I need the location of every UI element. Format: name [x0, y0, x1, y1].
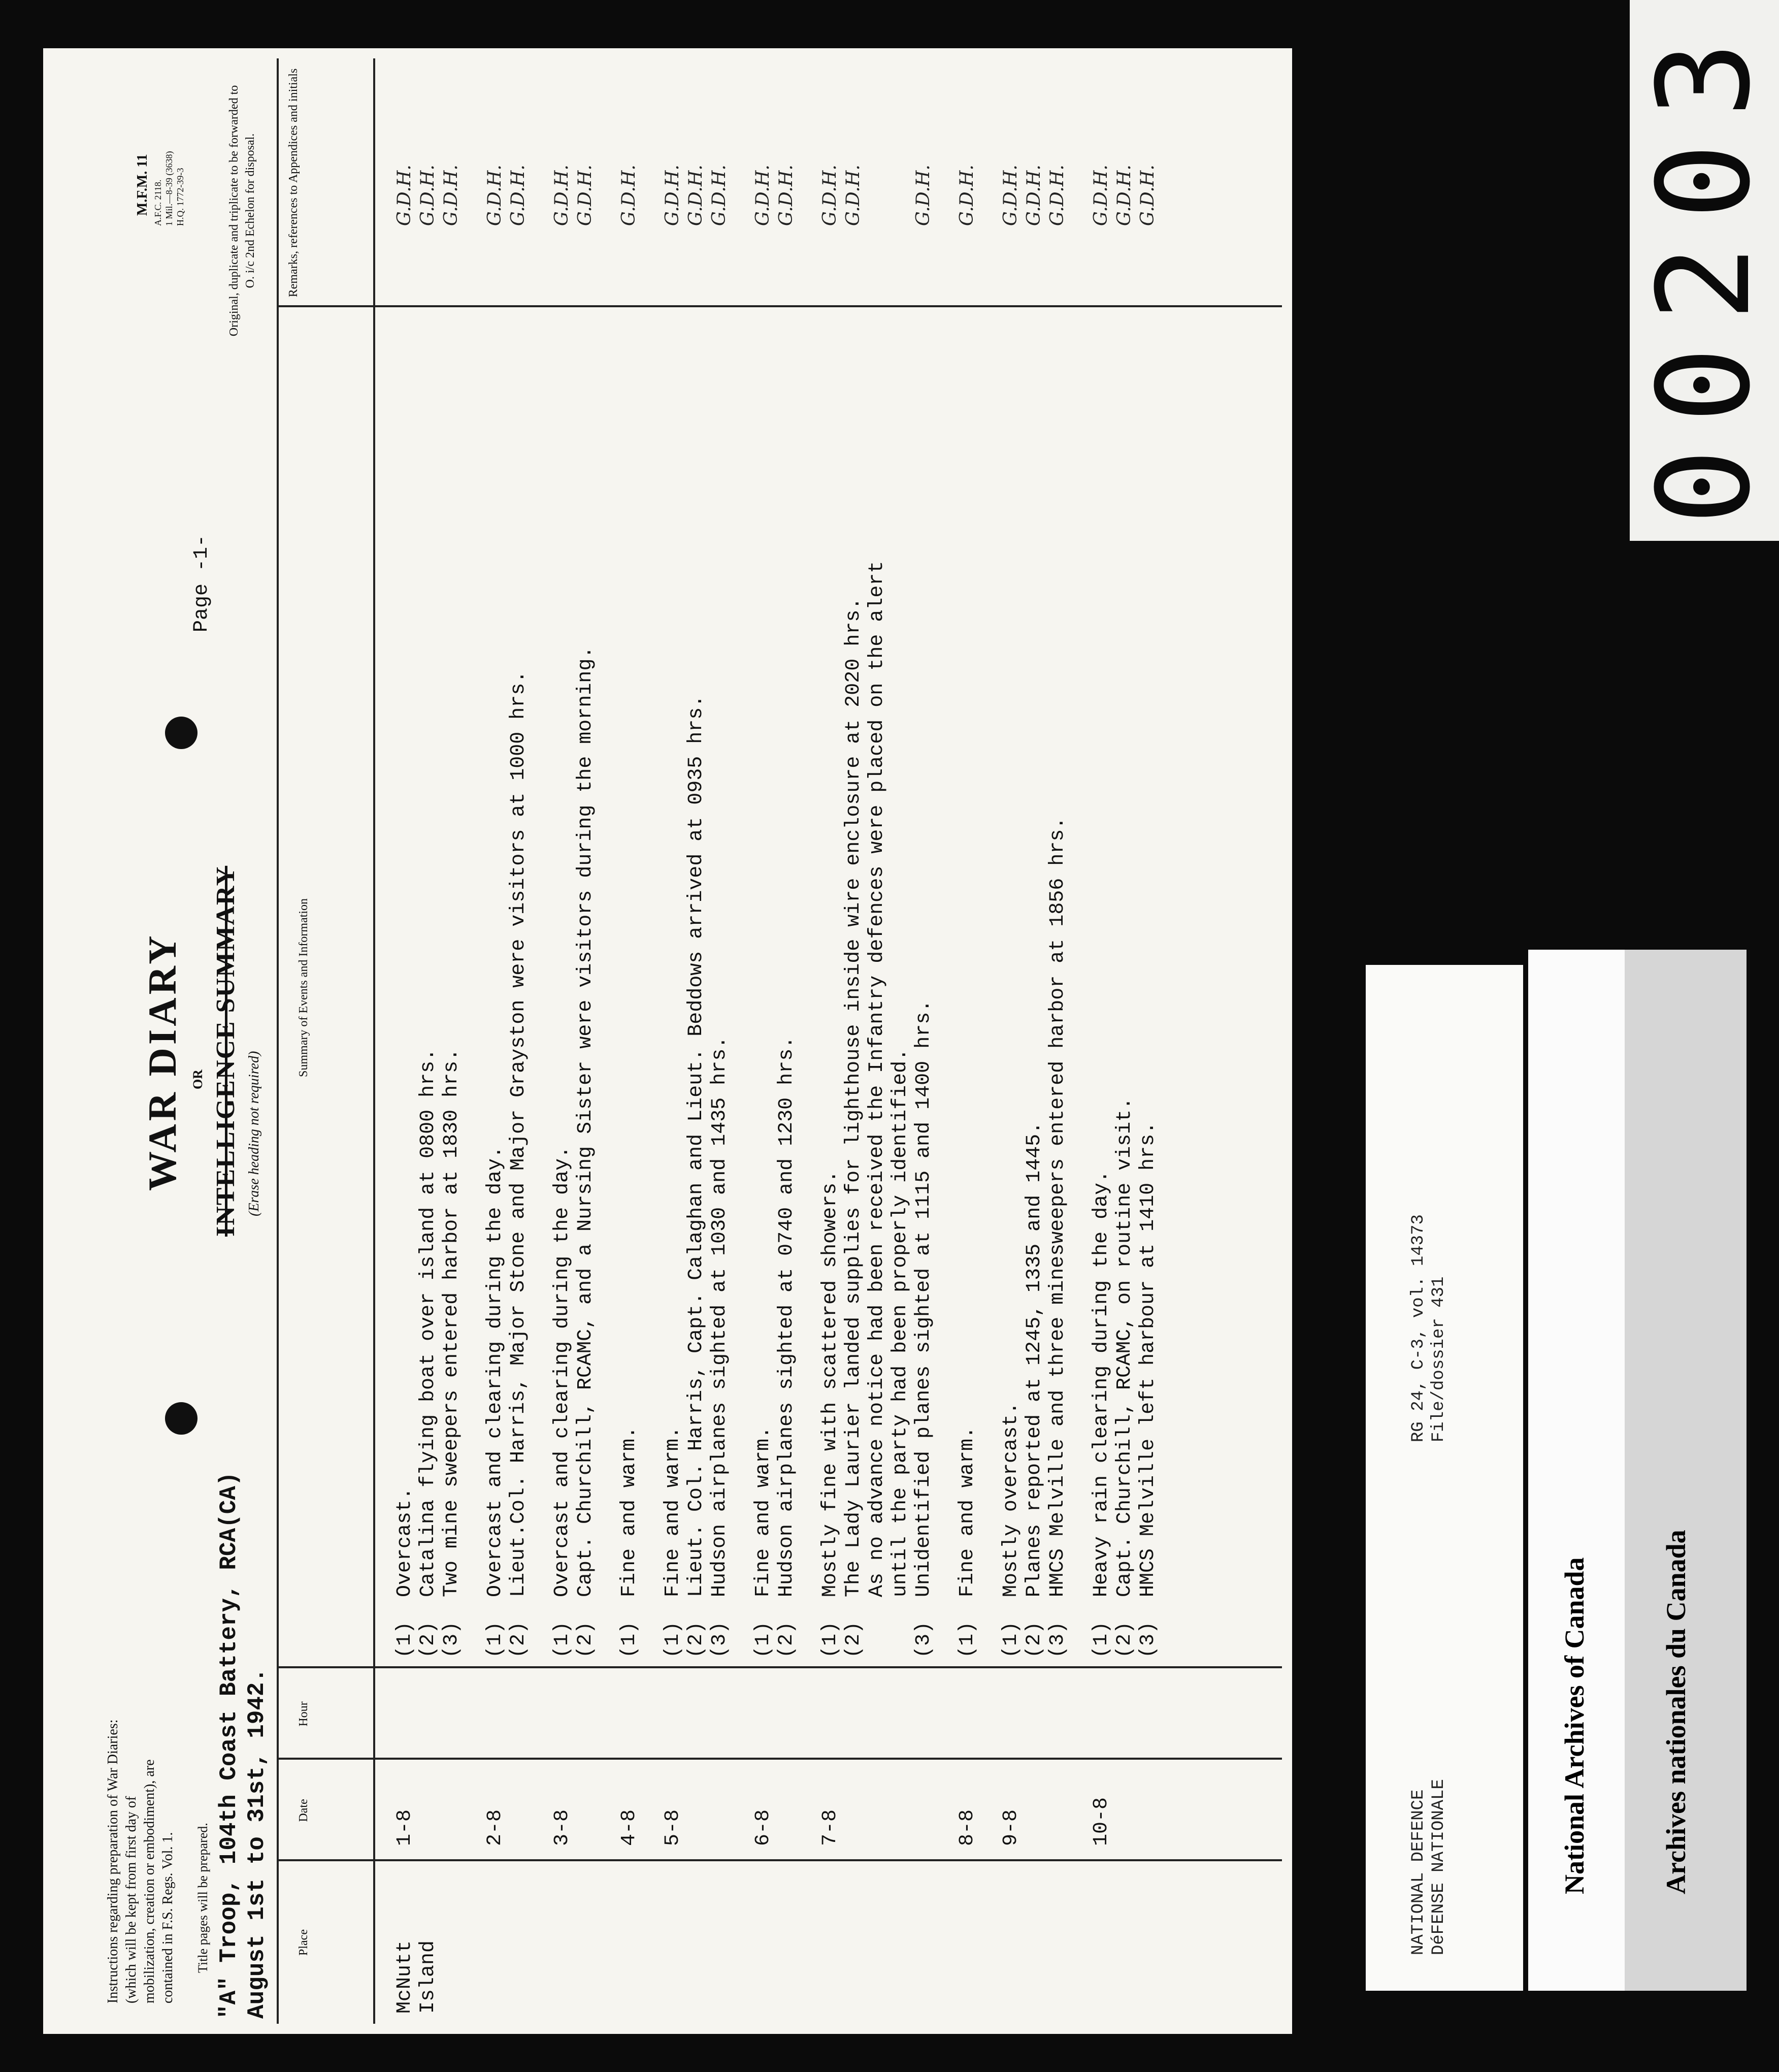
entry-date: 2-8 — [484, 1809, 507, 1846]
form-content — [43, 48, 1292, 2034]
entry-line: (2) Catalina flying boat over island at 0800 hrs. — [417, 1048, 440, 1658]
entry-date: 8-8 — [956, 1809, 979, 1846]
entry-line: (3) HMCS Melville and three minesweepers entered harbor at 1856 hrs. — [1046, 817, 1069, 1658]
entry-line: (2) Capt. Churchill, RCAMC, and a Nursing Sister were visitors during the morning. — [574, 646, 597, 1658]
frame-number-text: 00203 — [1630, 16, 1778, 525]
entry-initials: G.D.H. — [1024, 165, 1044, 226]
microfilm-frame-number — [1630, 0, 1779, 541]
entry-line: (3) Two mine sweepers entered harbor at 1830 hrs. — [440, 1048, 463, 1658]
entry-line: until the party had been properly identified. — [889, 1048, 912, 1658]
entry-initials: G.D.H. — [819, 165, 840, 226]
entry-line: (1) Mostly fine with scattered showers. — [819, 1170, 842, 1658]
entry-initials: G.D.H. — [417, 165, 438, 226]
entry-line: (2) Lieut. Col. Harris, Capt. Calaghan and Lieut. Beddows arrived at 0935 hrs. — [685, 695, 708, 1658]
entry-line: (1) Mostly overcast. — [1000, 1402, 1023, 1658]
entry-date: 6-8 — [752, 1809, 775, 1846]
entry-initials: G.D.H. — [618, 165, 639, 226]
entry-initials: G.D.H. — [1137, 165, 1158, 226]
entry-initials: G.D.H. — [1000, 165, 1021, 226]
entry-line: (3) Hudson airplanes sighted at 1030 and 1435 hrs. — [708, 1036, 731, 1658]
form-id: M.F.M. 11 — [135, 154, 150, 216]
national-archives-content — [1528, 950, 1747, 1991]
entry-line: (1) Overcast and clearing during the day. — [484, 1146, 507, 1658]
entry-initials: G.D.H. — [508, 165, 529, 226]
entry-date: 9-8 — [1000, 1809, 1023, 1846]
national-archives-stamp — [1528, 950, 1747, 1991]
column-header-summary: Summary of Events and Information — [297, 898, 310, 1077]
column-divider-hour — [277, 1666, 1282, 1668]
entry-date: 1-8 — [393, 1809, 416, 1846]
erase-heading-note: (Erase heading not required) — [246, 1051, 262, 1216]
column-header-date: Date — [297, 1799, 310, 1822]
entry-initials: G.D.H. — [1047, 165, 1068, 226]
header-rule — [373, 58, 375, 2024]
entry-line: (3) Unidentified planes sighted at 1115 and 1400 hrs. — [912, 999, 935, 1658]
form-title-or: OR — [190, 1070, 205, 1089]
column-header-place: Place — [297, 1929, 310, 1956]
entry-initials: G.D.H. — [484, 165, 505, 226]
entry-initials: G.D.H. — [776, 165, 797, 226]
column-divider-date — [277, 1758, 1282, 1760]
archive-ref-line2: File/dossier 431 — [1429, 1276, 1448, 1442]
entry-initials: G.D.H. — [913, 165, 934, 226]
entry-initials: G.D.H. — [551, 165, 572, 226]
entry-line: (1) Fine and warm. — [662, 1426, 684, 1658]
entry-line: (1) Overcast and clearing during the day. — [551, 1146, 574, 1658]
disposal-note: Original, duplicate and triplicate to be forwarded to O. i/c 2nd Echelon for disposal. — [227, 85, 257, 337]
form-title: WAR DIARY — [140, 932, 184, 1191]
war-diary-form — [43, 48, 1292, 2034]
entry-initials: G.D.H. — [843, 165, 864, 226]
archive-reference-content — [1366, 965, 1523, 1991]
archives-name-fr: Archives nationales du Canada — [1661, 1530, 1691, 1894]
entry-line: (2) Capt. Churchill, RCAMC, on routine visit. — [1113, 1097, 1136, 1658]
entry-initials: G.D.H. — [957, 165, 977, 226]
unit-name: "A" Troop, 104th Coast Battery, RCA(CA) — [216, 1472, 242, 2019]
intelligence-summary-heading: INTELLIGENCE SUMMARY — [211, 865, 240, 1237]
title-pages-note: Title pages will be prepared. — [195, 1823, 210, 1973]
column-divider-summary — [277, 305, 1282, 307]
entry-line: (1) Fine and warm. — [956, 1426, 979, 1658]
punch-hole-left — [165, 1402, 197, 1435]
entry-line: (1) Heavy rain clearing during the day. — [1090, 1170, 1113, 1658]
archives-name-en: National Archives of Canada — [1559, 1557, 1590, 1894]
diary-period: August 1st to 31st, 1942. — [244, 1668, 270, 2019]
entry-date: 7-8 — [819, 1809, 842, 1846]
form-reference: A.F.C. 2118. 1 Mil.—8-39 (3638) H.Q. 1772-39-3 — [153, 151, 185, 226]
entry-line: (1) Fine and warm. — [752, 1426, 775, 1658]
place-cell: McNutt Island — [393, 1940, 440, 2014]
entry-line: (2) Lieut.Col. Harris, Major Stone and Major Grayston were visitors at 1000 hrs. — [507, 670, 530, 1658]
entry-initials: G.D.H. — [662, 165, 683, 226]
entry-line: (1) Overcast. — [393, 1487, 416, 1658]
punch-hole-right — [165, 717, 197, 749]
page-number: Page -1- — [190, 534, 213, 632]
column-header-remarks: Remarks, references to Appendices and initials — [287, 68, 300, 298]
archive-reference-stamp — [1366, 965, 1523, 1991]
entry-date: 10-8 — [1090, 1797, 1113, 1846]
entry-date: 3-8 — [551, 1809, 574, 1846]
entry-initials: G.D.H. — [685, 165, 706, 226]
entry-initials: G.D.H. — [709, 165, 730, 226]
archive-ref-line1: RG 24, C-3, vol. 14373 — [1409, 1214, 1428, 1442]
column-header-hour: Hour — [297, 1701, 310, 1727]
entry-initials: G.D.H. — [394, 165, 415, 226]
dept-en: NATIONAL DEFENCE — [1409, 1789, 1428, 1955]
entry-line: (3) HMCS Melville left harbour at 1410 hrs. — [1137, 1121, 1160, 1658]
entry-initials: G.D.H. — [575, 165, 596, 226]
entry-line: (2) The Lady Laurier landed supplies for lighthouse inside wire enclosure at 2020 hrs. — [842, 597, 865, 1658]
dept-fr: DéFENSE NATIONALE — [1429, 1779, 1448, 1955]
entry-line: As no advance notice had been received the Infantry defences were placed on the alert — [866, 561, 888, 1658]
entry-line: (2) Planes reported at 1245, 1335 and 1445. — [1023, 1121, 1046, 1658]
entry-initials: G.D.H. — [1114, 165, 1135, 226]
entry-initials: G.D.H. — [441, 165, 462, 226]
column-divider-place — [277, 1859, 1282, 1861]
instructions-note: Instructions regarding preparation of War Diaries: (which will be kept from first day of mobilization, creation or embodiment), are contained in F.S. Regs. Vol. 1. — [105, 1719, 176, 2003]
entry-date: 5-8 — [662, 1809, 684, 1846]
entry-line: (2) Hudson airplanes sighted at 0740 and 1230 hrs. — [775, 1036, 798, 1658]
entry-initials: G.D.H. — [1091, 165, 1111, 226]
entry-date: 4-8 — [618, 1809, 641, 1846]
entry-line: (1) Fine and warm. — [618, 1426, 641, 1658]
entry-initials: G.D.H. — [752, 165, 773, 226]
